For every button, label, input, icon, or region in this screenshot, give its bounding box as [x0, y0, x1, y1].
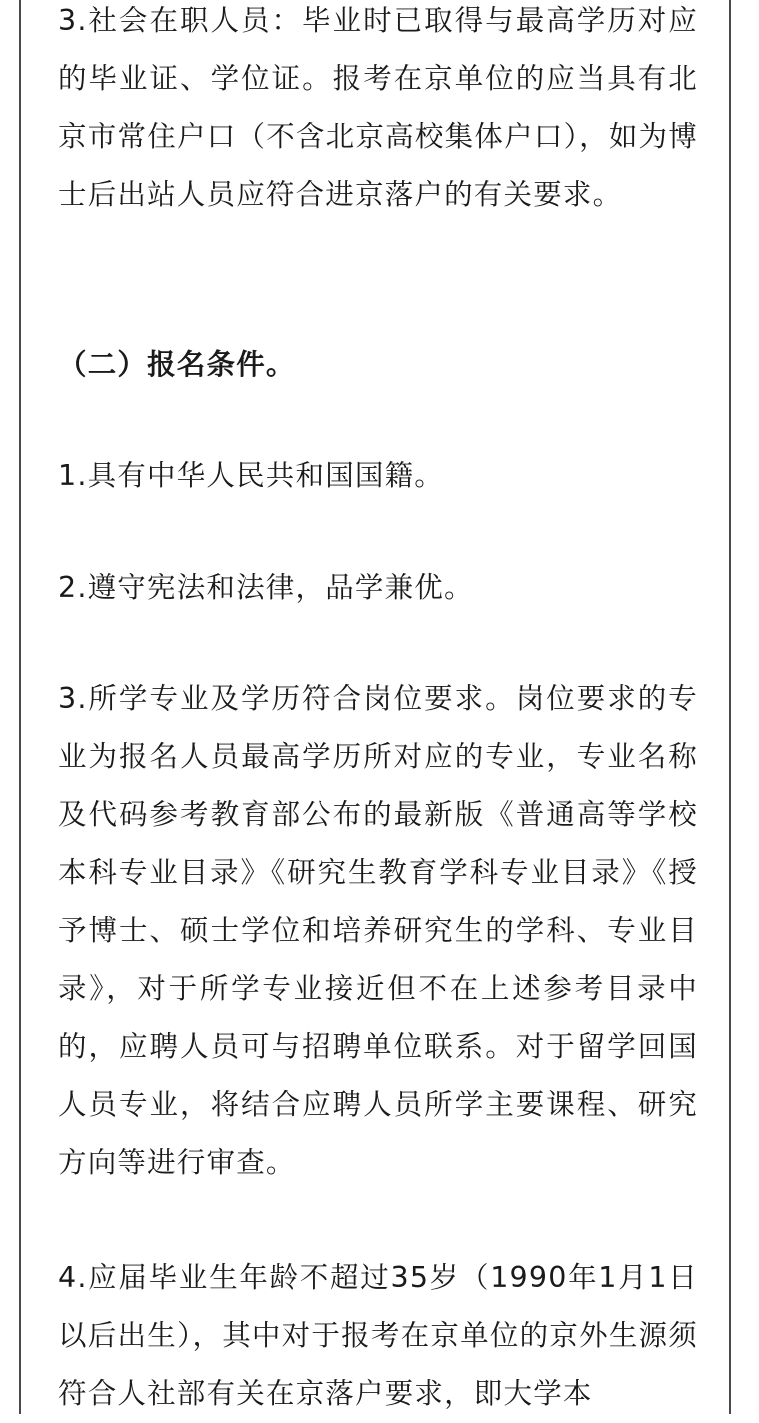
paragraph-condition-3: 3.所学专业及学历符合岗位要求。岗位要求的专业为报名人员最高学历所对应的专业，专业名称及代码参考教育部公布的最新版《普通高等学校本科专业目录》《研究生教育学科专业目录》《授予博士、硕士学位和培养研究生的学科、专业目录》，对于所学专业接近但不在上述参考目录中的，应聘人员可与招聘单位联系。对于留学回国人员专业，将结合应聘人员所学主要课程、研究方向等进行审查。 — [58, 682, 698, 1179]
paragraph-employed-personnel: 3.社会在职人员：毕业时已取得与最高学历对应的毕业证、学位证。报考在京单位的应当具有北京市常住户口（不含北京高校集体户口），如为博士后出站人员应符合进京落户的有关要求。 — [58, 4, 698, 211]
paragraph-condition-4: 4.应届毕业生年龄不超过35岁（1990年1月1日以后出生），其中对于报考在京单位的京外生源须符合人社部有关在京落户要求，即大学本 — [58, 1261, 698, 1410]
paragraph-condition-1: 1.具有中华人民共和国国籍。 — [58, 459, 444, 492]
paragraph-condition-2: 2.遵守宪法和法律，品学兼优。 — [58, 571, 474, 604]
section-heading-registration-conditions: （二）报名条件。 — [58, 348, 296, 381]
